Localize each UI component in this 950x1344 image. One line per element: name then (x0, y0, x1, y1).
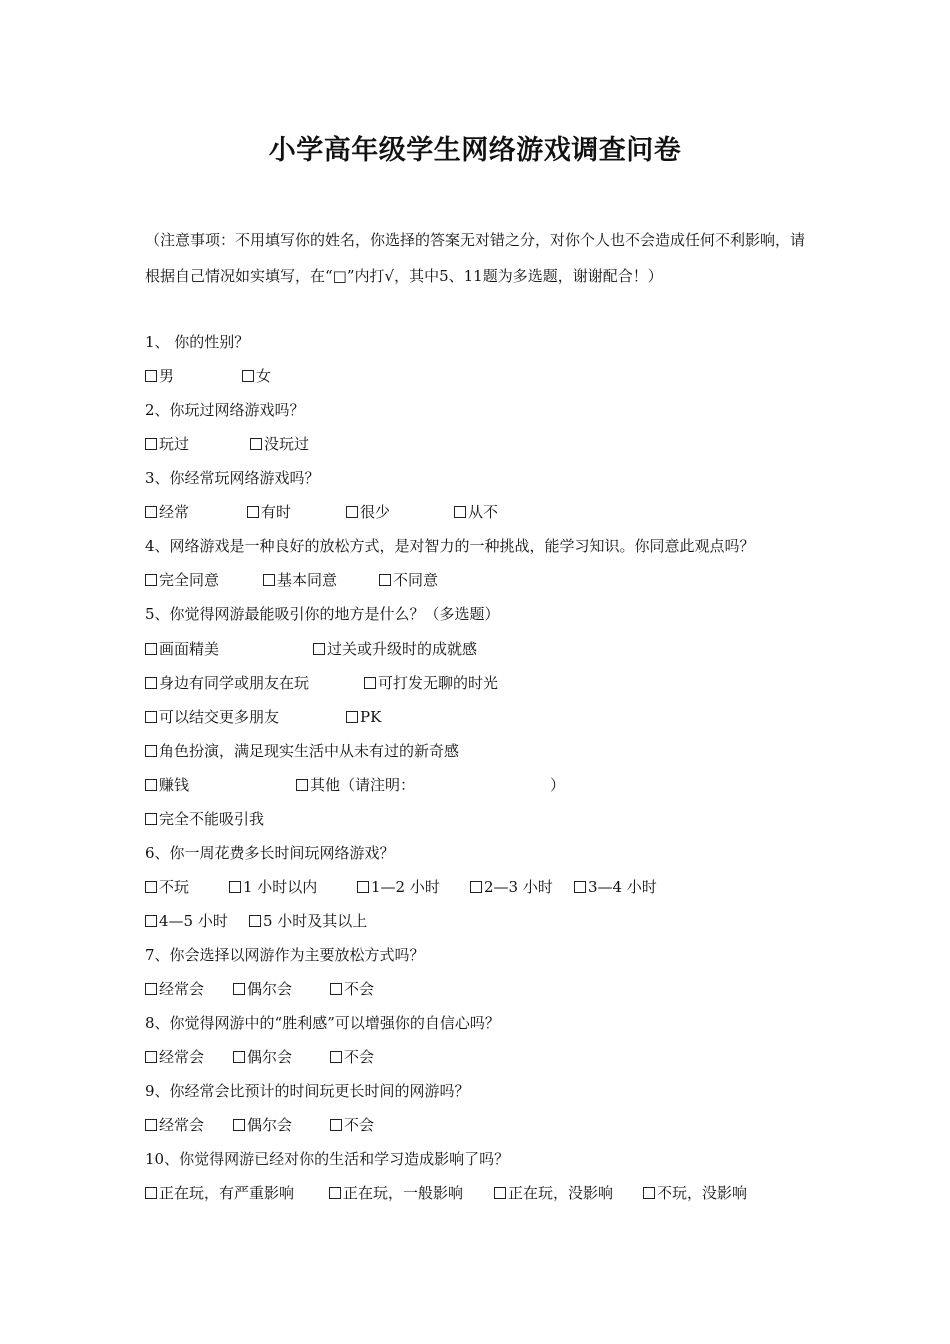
checkbox-icon[interactable] (145, 983, 157, 995)
option-playing-none[interactable]: 正在玩，没影响 (494, 1181, 613, 1205)
option-playing-severe[interactable]: 正在玩，有严重影响 (145, 1181, 294, 1205)
checkbox-icon[interactable] (313, 643, 325, 655)
checkbox-icon[interactable] (247, 506, 259, 518)
option-never[interactable]: 从不 (454, 500, 498, 524)
option-graphics[interactable]: 画面精美 (145, 637, 219, 661)
option-3-4h[interactable]: 3—4 小时 (574, 875, 657, 899)
checkbox-icon[interactable] (330, 983, 342, 995)
question-1: 1、 你的性别？ (145, 333, 250, 351)
checkbox-icon[interactable] (250, 438, 262, 450)
checkbox-icon[interactable] (249, 915, 261, 927)
checkbox-icon[interactable] (233, 983, 245, 995)
question-5: 5、你觉得网游最能吸引你的地方是什么？（多选题） (145, 605, 500, 623)
question-3: 3、你经常玩网络游戏吗？ (145, 469, 320, 487)
option-male[interactable]: 男 (145, 364, 174, 388)
checkbox-icon[interactable] (233, 1119, 245, 1131)
question-10: 10、你觉得网游已经对你的生活和学习造成影响了吗？ (145, 1150, 510, 1168)
option-fully-agree[interactable]: 完全同意 (145, 568, 219, 592)
checkbox-icon[interactable] (145, 506, 157, 518)
option-occasionally[interactable]: 偶尔会 (233, 1113, 292, 1137)
checkbox-icon[interactable] (145, 677, 157, 689)
option-2-3h[interactable]: 2—3 小时 (470, 875, 553, 899)
question-2: 2、你玩过网络游戏吗？ (145, 401, 305, 419)
option-other[interactable]: 其他（请注明： (296, 773, 415, 797)
option-sometimes[interactable]: 有时 (247, 500, 291, 524)
option-female[interactable]: 女 (242, 364, 271, 388)
option-not-attracted[interactable]: 完全不能吸引我 (145, 807, 264, 831)
checkbox-icon[interactable] (145, 438, 157, 450)
option-played[interactable]: 玩过 (145, 432, 189, 456)
checkbox-icon[interactable] (242, 370, 254, 382)
option-role-play[interactable]: 角色扮演，满足现实生活中从未有过的新奇感 (145, 739, 459, 763)
question-6: 6、你一周花费多长时间玩网络游戏？ (145, 844, 395, 862)
option-no[interactable]: 不会 (330, 1113, 374, 1137)
checkbox-icon[interactable] (454, 506, 466, 518)
option-disagree[interactable]: 不同意 (379, 568, 438, 592)
checkbox-icon[interactable] (470, 881, 482, 893)
checkbox-icon[interactable] (357, 881, 369, 893)
option-achievement[interactable]: 过关或升级时的成就感 (313, 637, 477, 661)
option-often[interactable]: 经常会 (145, 977, 204, 1001)
option-under-1h[interactable]: 1 小时以内 (229, 875, 317, 899)
option-other-close: ） (550, 776, 566, 794)
checkbox-icon[interactable] (145, 643, 157, 655)
option-often[interactable]: 经常会 (145, 1113, 204, 1137)
option-pk[interactable]: PK (346, 705, 381, 729)
page-title: 小学高年级学生网络游戏调查问卷 (268, 135, 682, 166)
option-pass-time[interactable]: 可打发无聊的时光 (364, 671, 498, 695)
checkbox-icon[interactable] (145, 813, 157, 825)
checkbox-icon[interactable] (145, 779, 157, 791)
option-no-play[interactable]: 不玩 (145, 875, 189, 899)
notice-text: （注意事项：不用填写你的姓名，你选择的答案无对错之分，对你个人也不会造成任何不利影响，请根据自己情况如实填写，在“□”内打√，其中5、11题为多选题，谢谢配合！） (145, 231, 806, 285)
checkbox-icon[interactable] (145, 370, 157, 382)
question-4: 4、网络游戏是一种良好的放松方式，是对智力的一种挑战，能学习知识。你同意此观点吗？ (145, 537, 755, 555)
checkbox-icon[interactable] (145, 1119, 157, 1131)
checkbox-icon[interactable] (643, 1187, 655, 1199)
checkbox-icon[interactable] (145, 881, 157, 893)
checkbox-icon[interactable] (346, 506, 358, 518)
option-friends-playing[interactable]: 身边有同学或朋友在玩 (145, 671, 309, 695)
option-no[interactable]: 不会 (330, 1045, 374, 1069)
checkbox-icon[interactable] (145, 574, 157, 586)
option-not-playing-none[interactable]: 不玩，没影响 (643, 1181, 747, 1205)
option-make-friends[interactable]: 可以结交更多朋友 (145, 705, 279, 729)
checkbox-icon[interactable] (145, 915, 157, 927)
checkbox-icon[interactable] (296, 779, 308, 791)
option-over-5h[interactable]: 5 小时及其以上 (249, 909, 367, 933)
question-8: 8、你觉得网游中的“胜利感”可以增强你的自信心吗？ (145, 1014, 500, 1032)
option-rarely[interactable]: 很少 (346, 500, 390, 524)
checkbox-icon[interactable] (330, 1119, 342, 1131)
checkbox-icon[interactable] (330, 1051, 342, 1063)
option-1-2h[interactable]: 1—2 小时 (357, 875, 440, 899)
option-playing-moderate[interactable]: 正在玩，一般影响 (329, 1181, 463, 1205)
checkbox-icon[interactable] (346, 711, 358, 723)
option-no[interactable]: 不会 (330, 977, 374, 1001)
checkbox-icon[interactable] (233, 1051, 245, 1063)
checkbox-icon[interactable] (145, 1051, 157, 1063)
option-never-played[interactable]: 没玩过 (250, 432, 309, 456)
option-mostly-agree[interactable]: 基本同意 (263, 568, 337, 592)
option-make-money[interactable]: 赚钱 (145, 773, 189, 797)
checkbox-icon[interactable] (574, 881, 586, 893)
checkbox-icon[interactable] (145, 1187, 157, 1199)
checkbox-icon[interactable] (494, 1187, 506, 1199)
checkbox-icon[interactable] (145, 745, 157, 757)
option-often[interactable]: 经常会 (145, 1045, 204, 1069)
checkbox-icon[interactable] (229, 881, 241, 893)
checkbox-icon[interactable] (364, 677, 376, 689)
option-often[interactable]: 经常 (145, 500, 189, 524)
option-occasionally[interactable]: 偶尔会 (233, 977, 292, 1001)
checkbox-icon[interactable] (263, 574, 275, 586)
checkbox-icon[interactable] (329, 1187, 341, 1199)
option-occasionally[interactable]: 偶尔会 (233, 1045, 292, 1069)
question-9: 9、你经常会比预计的时间玩更长时间的网游吗？ (145, 1082, 470, 1100)
question-7: 7、你会选择以网游作为主要放松方式吗？ (145, 946, 425, 964)
option-4-5h[interactable]: 4—5 小时 (145, 909, 228, 933)
checkbox-icon[interactable] (145, 711, 157, 723)
checkbox-icon[interactable] (379, 574, 391, 586)
